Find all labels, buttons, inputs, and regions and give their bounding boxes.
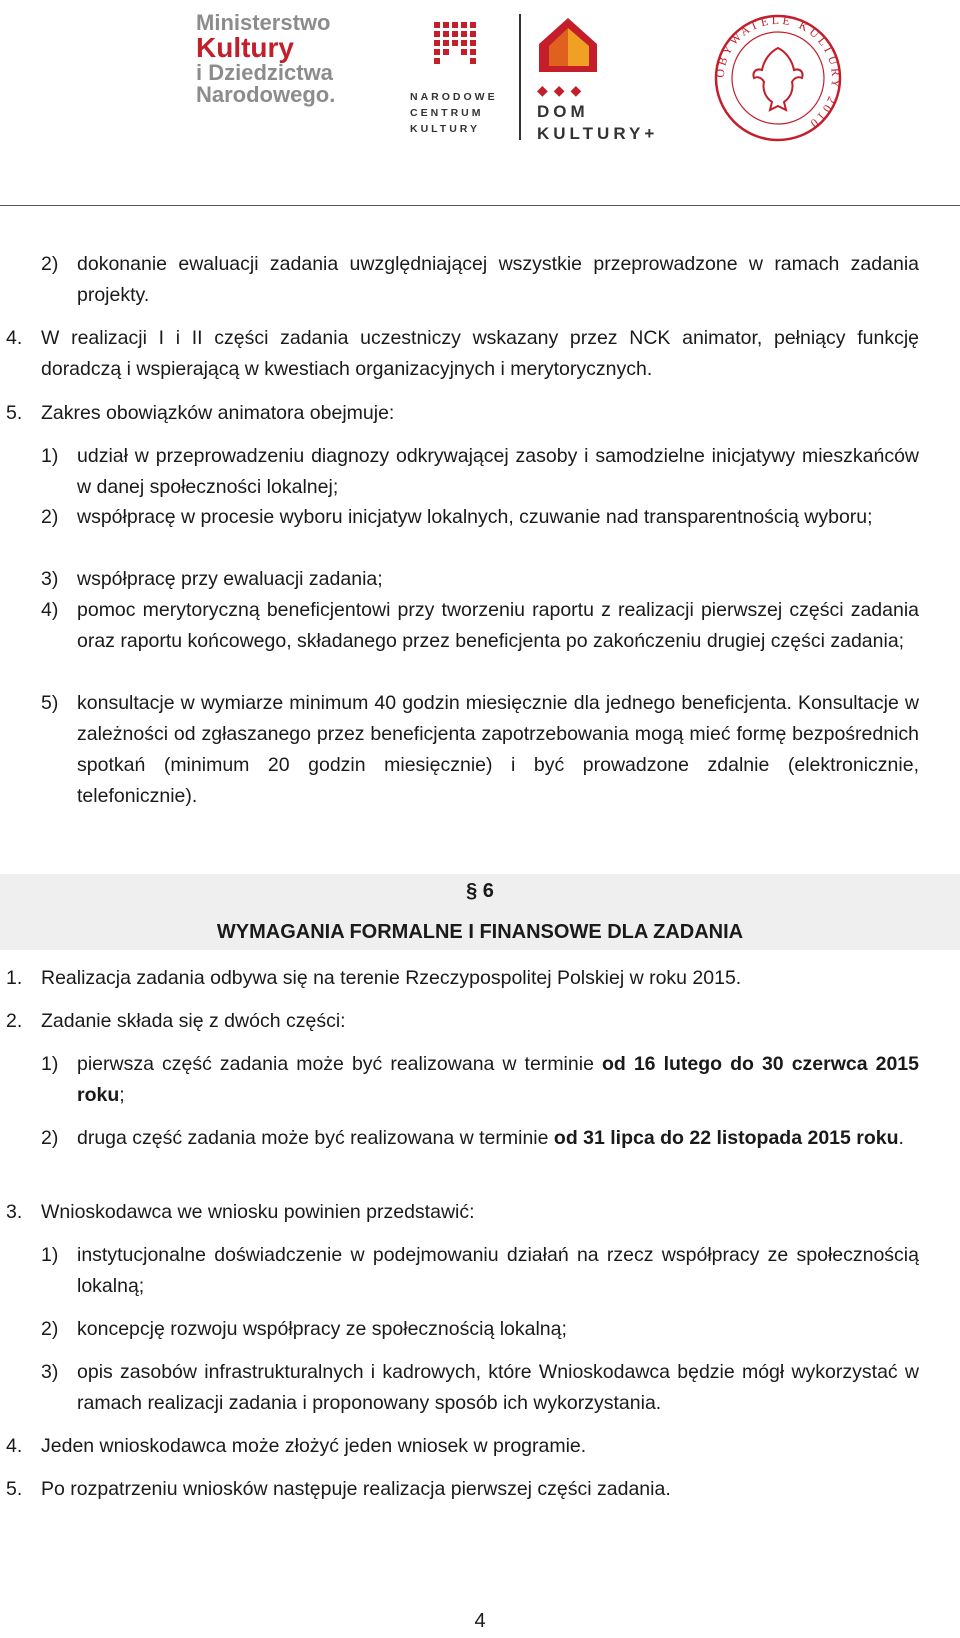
ministry-line-4: Narodowego. [196,82,336,107]
list-item: opis zasobów infrastrukturalnych i kadrowych, które Wnioskodawca będzie mógł wykorzystać w ramach realizacji zadania i proponowany sposób ich wykorzystania. [77,1361,919,1414]
list-item: instytucjonalne doświadczenie w podejmowaniu działań na rzecz współpracy ze społecznością lokalną; [77,1244,919,1297]
ministry-logo [196,12,356,106]
dom-line-2: KULTURY+ [537,124,659,143]
item-text: druga część zadania może być realizowana w terminie [77,1127,554,1149]
item-punct: . [898,1127,904,1149]
nck-line-1: NARODOWE [410,91,498,103]
list-item: udział w przeprowadzeniu diagnozy odkrywającej zasoby i samodzielne inicjatywy mieszkańców w danej społeczności lokalnej; [77,445,919,498]
list-item: Po rozpatrzeniu wniosków następuje realizacja pierwszej części zadania. [41,1478,671,1500]
list-item [77,1123,919,1154]
header-logos [0,0,960,205]
item-number: 4) [41,599,59,621]
item-number: 2) [41,253,59,275]
item-number: 2) [41,1318,59,1340]
ministry-line-3: i Dziedzictwa [196,60,333,85]
item-number: 2) [41,1127,59,1149]
page-number: 4 [474,1610,486,1632]
item-punct: ; [119,1084,125,1106]
list-item: Zakres obowiązków animatora obejmuje: [41,402,395,424]
item-number: 4. [6,327,23,349]
dom-line-1: DOM [537,102,589,121]
list-item: Zadanie składa się z dwóch części: [41,1010,346,1032]
list-item: koncepcję rozwoju współpracy ze społecznością lokalną; [77,1318,567,1340]
item-number: 5) [41,692,59,714]
house-icon [537,16,599,74]
nck-line-3: KULTURY [410,123,480,135]
item-number: 4. [6,1435,23,1457]
list-item: W realizacji I i II części zadania uczestniczy wskazany przez NCK animator, pełniący funkcję doradczą i wspierającą w kwestiach organizacyjnych i merytorycznych. [41,327,919,380]
nck-grid-icon [432,20,482,72]
list-item: Wnioskodawca we wniosku powinien przedstawić: [41,1201,475,1223]
list-item: Realizacja zadania odbywa się na terenie Rzeczypospolitej Polskiej w roku 2015. [41,967,742,989]
item-number: 1) [41,445,59,467]
section-number: § 6 [466,880,494,902]
item-number: 2) [41,506,59,528]
item-number: 3) [41,1361,59,1383]
seal-text: OBYWATELE KULTURY 2010 [712,12,844,133]
logo-divider [519,14,521,140]
item-number: 1) [41,1244,59,1266]
dom-kultury-logo [537,16,677,145]
ministry-line-1: Ministerstwo [196,10,331,35]
item-number: 3. [6,1201,23,1223]
list-item: dokonanie ewaluacji zadania uwzględniającej wszystkie przeprowadzone w ramach zadania projekty. [77,253,919,306]
list-item: współpracę przy ewaluacji zadania; [77,568,383,590]
obywatele-kultury-seal-icon [712,12,844,144]
list-item: Jeden wnioskodawca może złożyć jeden wniosek w programie. [41,1435,587,1457]
nck-logo [410,20,500,137]
nck-line-2: CENTRUM [410,107,484,119]
item-number: 1) [41,1053,59,1075]
item-number: 5. [6,1478,23,1500]
list-item: współpracę w procesie wyboru inicjatyw lokalnych, czuwanie nad transparentnością wyboru; [77,506,873,528]
item-text: pierwsza część zadania może być realizowana w terminie [77,1053,602,1075]
ministry-line-2: Kultury [196,32,294,63]
date-range: od 31 lipca do 22 listopada 2015 roku [553,1127,899,1149]
date-range: od 16 lutego do 30 czerwca 2015 roku [77,1053,920,1106]
list-item: pomoc merytoryczną beneficjentowi przy tworzeniu raportu z realizacji pierwszej części zadania oraz raportu końcowego, składanego przez beneficjenta po zakończeniu drugiej części zadania; [77,599,919,652]
item-number: 1. [6,967,23,989]
header-rule [0,205,960,206]
section-title: WYMAGANIA FORMALNE I FINANSOWE DLA ZADANIA [216,921,744,943]
item-number: 5. [6,402,23,424]
list-item: konsultacje w wymiarze minimum 40 godzin miesięcznie dla jednego beneficjenta. Konsultacje w zależności od zgłaszanego przez beneficjenta zapotrzebowania mogą mieć formę bezpośrednich spotkań (minimum 20 godzin miesięcznie) i być prowadzone zdalnie (elektronicznie, telefonicznie). [77,692,919,807]
list-item [77,1049,919,1111]
item-number: 2. [6,1010,23,1032]
item-number: 3) [41,568,59,590]
dots-icon: ◆◆◆ [537,82,588,98]
